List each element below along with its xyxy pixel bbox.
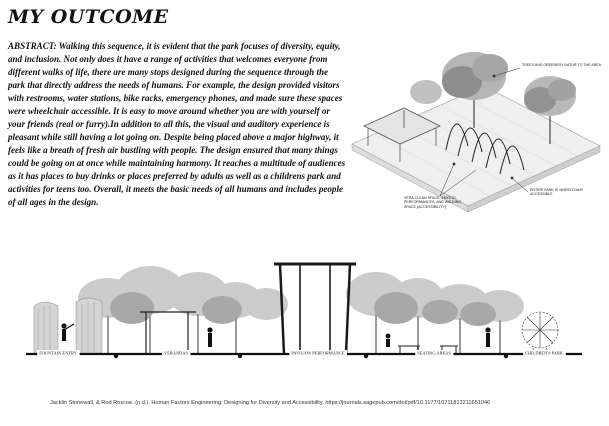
- page-title: MY OUTCOME: [8, 6, 169, 28]
- axo-note-trees: [522, 63, 602, 67]
- abstract-paragraph: ABSTRACT: Walking this sequence, it is evident that the park focuses of diversity, equity, and inclusion. Not only does it have a range of activities that welcomes everyone from different walks of life, there are many stops designed during the sequence through the park that directly address the needs of humans. For example, the design provided visitors with restrooms, water stations, bike racks, emergency phones, and made sure these spaces were wheelchair accessible. It is easy to move around whether you are with yourself or your friends (real or furry).In addition to all this, the visual and auditory experience is pleasant while still having a lot going on. Despite being placed above a major highway, it feels like a breath of fresh air bustling with people. The design ensured that many things could be going on at once while maintaining harmony. It reaches a multitude of audiences as it has places to buy drinks or places preferred by adults as well as a childrens park and activities for teens too. Overall, it meets the basic needs of all humans and includes people of all ages in the design.: [8, 41, 346, 207]
- axo-note-space: VERA CLEAN SPACE, EMOTIO PERFORMANCES, AND WALKING SPACE (ACCESSIBILITY): [404, 196, 462, 209]
- label-pavilion-performance: PAVILION PERFORMANCE: [291, 350, 345, 356]
- fountain-columns: [34, 298, 102, 354]
- label-seating-areas: SEATING AREAS: [417, 350, 451, 356]
- label-fountain-entry: FOUNTAIN ENTRY: [39, 350, 77, 356]
- people-silhouettes: [61, 323, 490, 347]
- label-childrens-park: CHILDREN'S PARK: [525, 350, 563, 356]
- axo-note-wheelchair: ENTIRE PARK IS WHEELCHAIR ACCESSIBLE: [530, 188, 584, 197]
- sequence-section-drawing: [0, 250, 609, 368]
- axonometric-drawing: [344, 46, 606, 222]
- label-verandas: VERANDAS: [164, 350, 188, 356]
- childrens-park-wheel: [522, 312, 558, 354]
- axo-note-trees-text: TREES AND GREENERY NATUR TO THE AREA: [522, 63, 602, 67]
- citation: Jacklin Stonewall, & Rod Roscoe. (n.d.). Human Factors Engineering: Designing for Diversity and Accessibility. https://journals.sagepub.com/doi/pdf/10.1177/10711813211651046: [50, 400, 491, 406]
